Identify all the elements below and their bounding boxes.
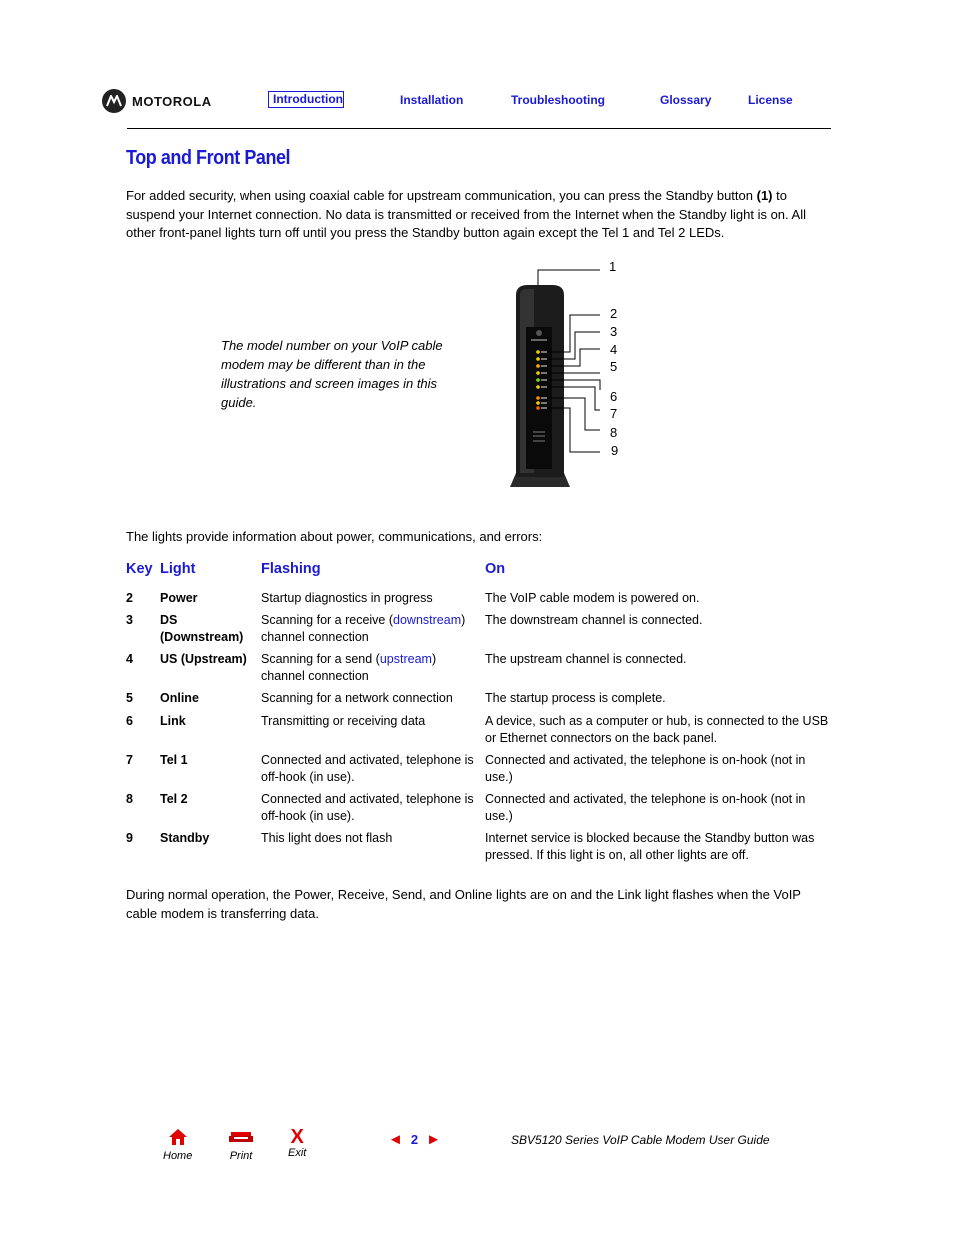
led-6 (536, 378, 540, 382)
row-light: DS (Downstream) (160, 613, 244, 644)
led-8 (536, 396, 540, 400)
row-light: Tel 1 (160, 753, 188, 767)
row-light: Online (160, 691, 199, 705)
row-on: The startup process is complete. (485, 691, 666, 705)
row-key: 9 (126, 831, 133, 845)
flashing-text: Scanning for a receive ( (261, 613, 394, 627)
led-label-5 (541, 372, 547, 374)
downstream-glossary-link[interactable]: downstream (393, 613, 462, 627)
row-on: The downstream channel is connected. (485, 613, 703, 627)
page-title: Top and Front Panel (126, 147, 291, 169)
row-key: 8 (126, 792, 133, 806)
led-label-8 (541, 397, 547, 399)
printer-icon (227, 1128, 255, 1146)
callout-1: 1 (609, 259, 617, 274)
led-label-6 (541, 379, 547, 381)
row-on: The upstream channel is connected. (485, 652, 687, 666)
callout-5: 5 (610, 359, 618, 374)
lights-intro: The lights provide information about power, communications, and errors: (126, 529, 543, 544)
row-key: 4 (126, 652, 133, 666)
brand-name: MOTOROLA (132, 93, 212, 109)
row-key: 2 (126, 591, 133, 605)
row-light: Tel 2 (160, 792, 188, 806)
row-light: Power (160, 591, 198, 605)
exit-button[interactable] (288, 1128, 306, 1159)
flashing-text: Scanning for a send ( (261, 652, 380, 666)
led-5 (536, 371, 540, 375)
intro-callout-ref: (1) (756, 188, 773, 203)
print-label: Print (229, 1150, 253, 1162)
row-key: 3 (126, 613, 133, 627)
nav-license[interactable]: License (748, 93, 793, 107)
page-number: 2 (410, 1132, 419, 1147)
exit-x-icon: X (290, 1126, 304, 1148)
model-note: The model number on your VoIP cable modem may be different than in the illustrations and screen images in this guide. (221, 338, 443, 410)
row-on: Connected and activated, the telephone is on-hook (not in use.) (485, 792, 806, 823)
print-button[interactable] (227, 1128, 255, 1162)
led-4 (536, 364, 540, 368)
nav-introduction[interactable]: Introduction (268, 91, 344, 108)
row-flashing: Connected and activated, telephone is off-hook (in use). (261, 792, 474, 823)
row-flashing (261, 612, 483, 645)
row-flashing: Transmitting or receiving data (261, 714, 426, 728)
next-page-arrow-icon[interactable]: ► (426, 1131, 441, 1148)
nav-installation[interactable]: Installation (400, 93, 464, 107)
row-flashing: This light does not flash (261, 831, 393, 845)
row-flashing: Connected and activated, telephone is off-hook (in use). (261, 753, 474, 784)
upstream-glossary-link[interactable]: upstream (379, 652, 432, 666)
motorola-batwing-icon (102, 89, 126, 113)
intro-text-1: For added security, when using coaxial cable for upstream communication, you can press the Standby button (126, 188, 757, 203)
flashing-text: ) channel connection (261, 613, 466, 644)
page-navigator (388, 1131, 441, 1148)
callout-6: 6 (610, 389, 618, 404)
led-10 (536, 406, 540, 410)
led-label-10 (541, 407, 547, 409)
row-light: Standby (160, 831, 210, 845)
row-on: The VoIP cable modem is powered on. (485, 591, 700, 605)
closing-paragraph: During normal operation, the Power, Receive, Send, and Online lights are on and the Link light flashes when the VoIP cable modem is transferring data. (126, 887, 801, 921)
nav-glossary[interactable]: Glossary (660, 93, 712, 107)
row-key: 7 (126, 753, 133, 767)
row-key: 6 (126, 714, 133, 728)
led-label-4 (541, 365, 547, 367)
led-label-3 (541, 358, 547, 360)
callout-1-leader (538, 270, 600, 285)
callout-9: 9 (611, 443, 619, 458)
flashing-text: ) channel connection (261, 652, 437, 683)
col-header-on: On (485, 561, 506, 577)
led-label-9 (541, 402, 547, 404)
row-on: Connected and activated, the telephone is on-hook (not in use.) (485, 753, 806, 784)
led-label-2 (541, 351, 547, 353)
callout-7: 7 (610, 406, 618, 421)
led-9 (536, 401, 540, 405)
callout-2: 2 (610, 306, 618, 321)
home-icon (168, 1128, 188, 1146)
col-header-flashing: Flashing (261, 561, 321, 577)
row-on: A device, such as a computer or hub, is connected to the USB or Ethernet connectors on the back panel. (485, 714, 829, 745)
col-header-key: Key (126, 561, 153, 577)
row-light: US (Upstream) (160, 652, 247, 666)
home-label: Home (163, 1150, 193, 1162)
callout-4: 4 (610, 342, 618, 357)
row-flashing: Scanning for a network connection (261, 691, 453, 705)
row-light: Link (160, 714, 186, 728)
intro-text-2: to suspend your Internet connection. No data is transmitted or received from the Internet when the Standby light is on. All other front-panel lights turn off until you press the Standby button again except the Tel 1 and Tel 2 LEDs. (126, 188, 806, 240)
row-key: 5 (126, 691, 133, 705)
led-label-7 (541, 386, 547, 388)
modem-logo-mark (536, 330, 542, 336)
prev-page-arrow-icon[interactable]: ◄ (388, 1131, 403, 1148)
row-on: Internet service is blocked because the Standby button was pressed. If this light is on, all other lights are off. (485, 831, 815, 862)
led-7 (536, 385, 540, 389)
header-divider (127, 128, 831, 129)
callout-3: 3 (610, 324, 618, 339)
exit-label: Exit (288, 1147, 307, 1159)
row-flashing: Startup diagnostics in progress (261, 591, 433, 605)
led-3 (536, 357, 540, 361)
guide-title: SBV5120 Series VoIP Cable Modem User Guide (511, 1133, 770, 1147)
led-2 (536, 350, 540, 354)
motorola-logo (102, 89, 212, 113)
callout-8: 8 (610, 425, 618, 440)
intro-paragraph (126, 187, 831, 243)
nav-troubleshooting[interactable]: Troubleshooting (511, 93, 605, 107)
home-button[interactable] (163, 1128, 192, 1162)
col-header-light: Light (160, 561, 196, 577)
row-flashing (261, 651, 483, 684)
